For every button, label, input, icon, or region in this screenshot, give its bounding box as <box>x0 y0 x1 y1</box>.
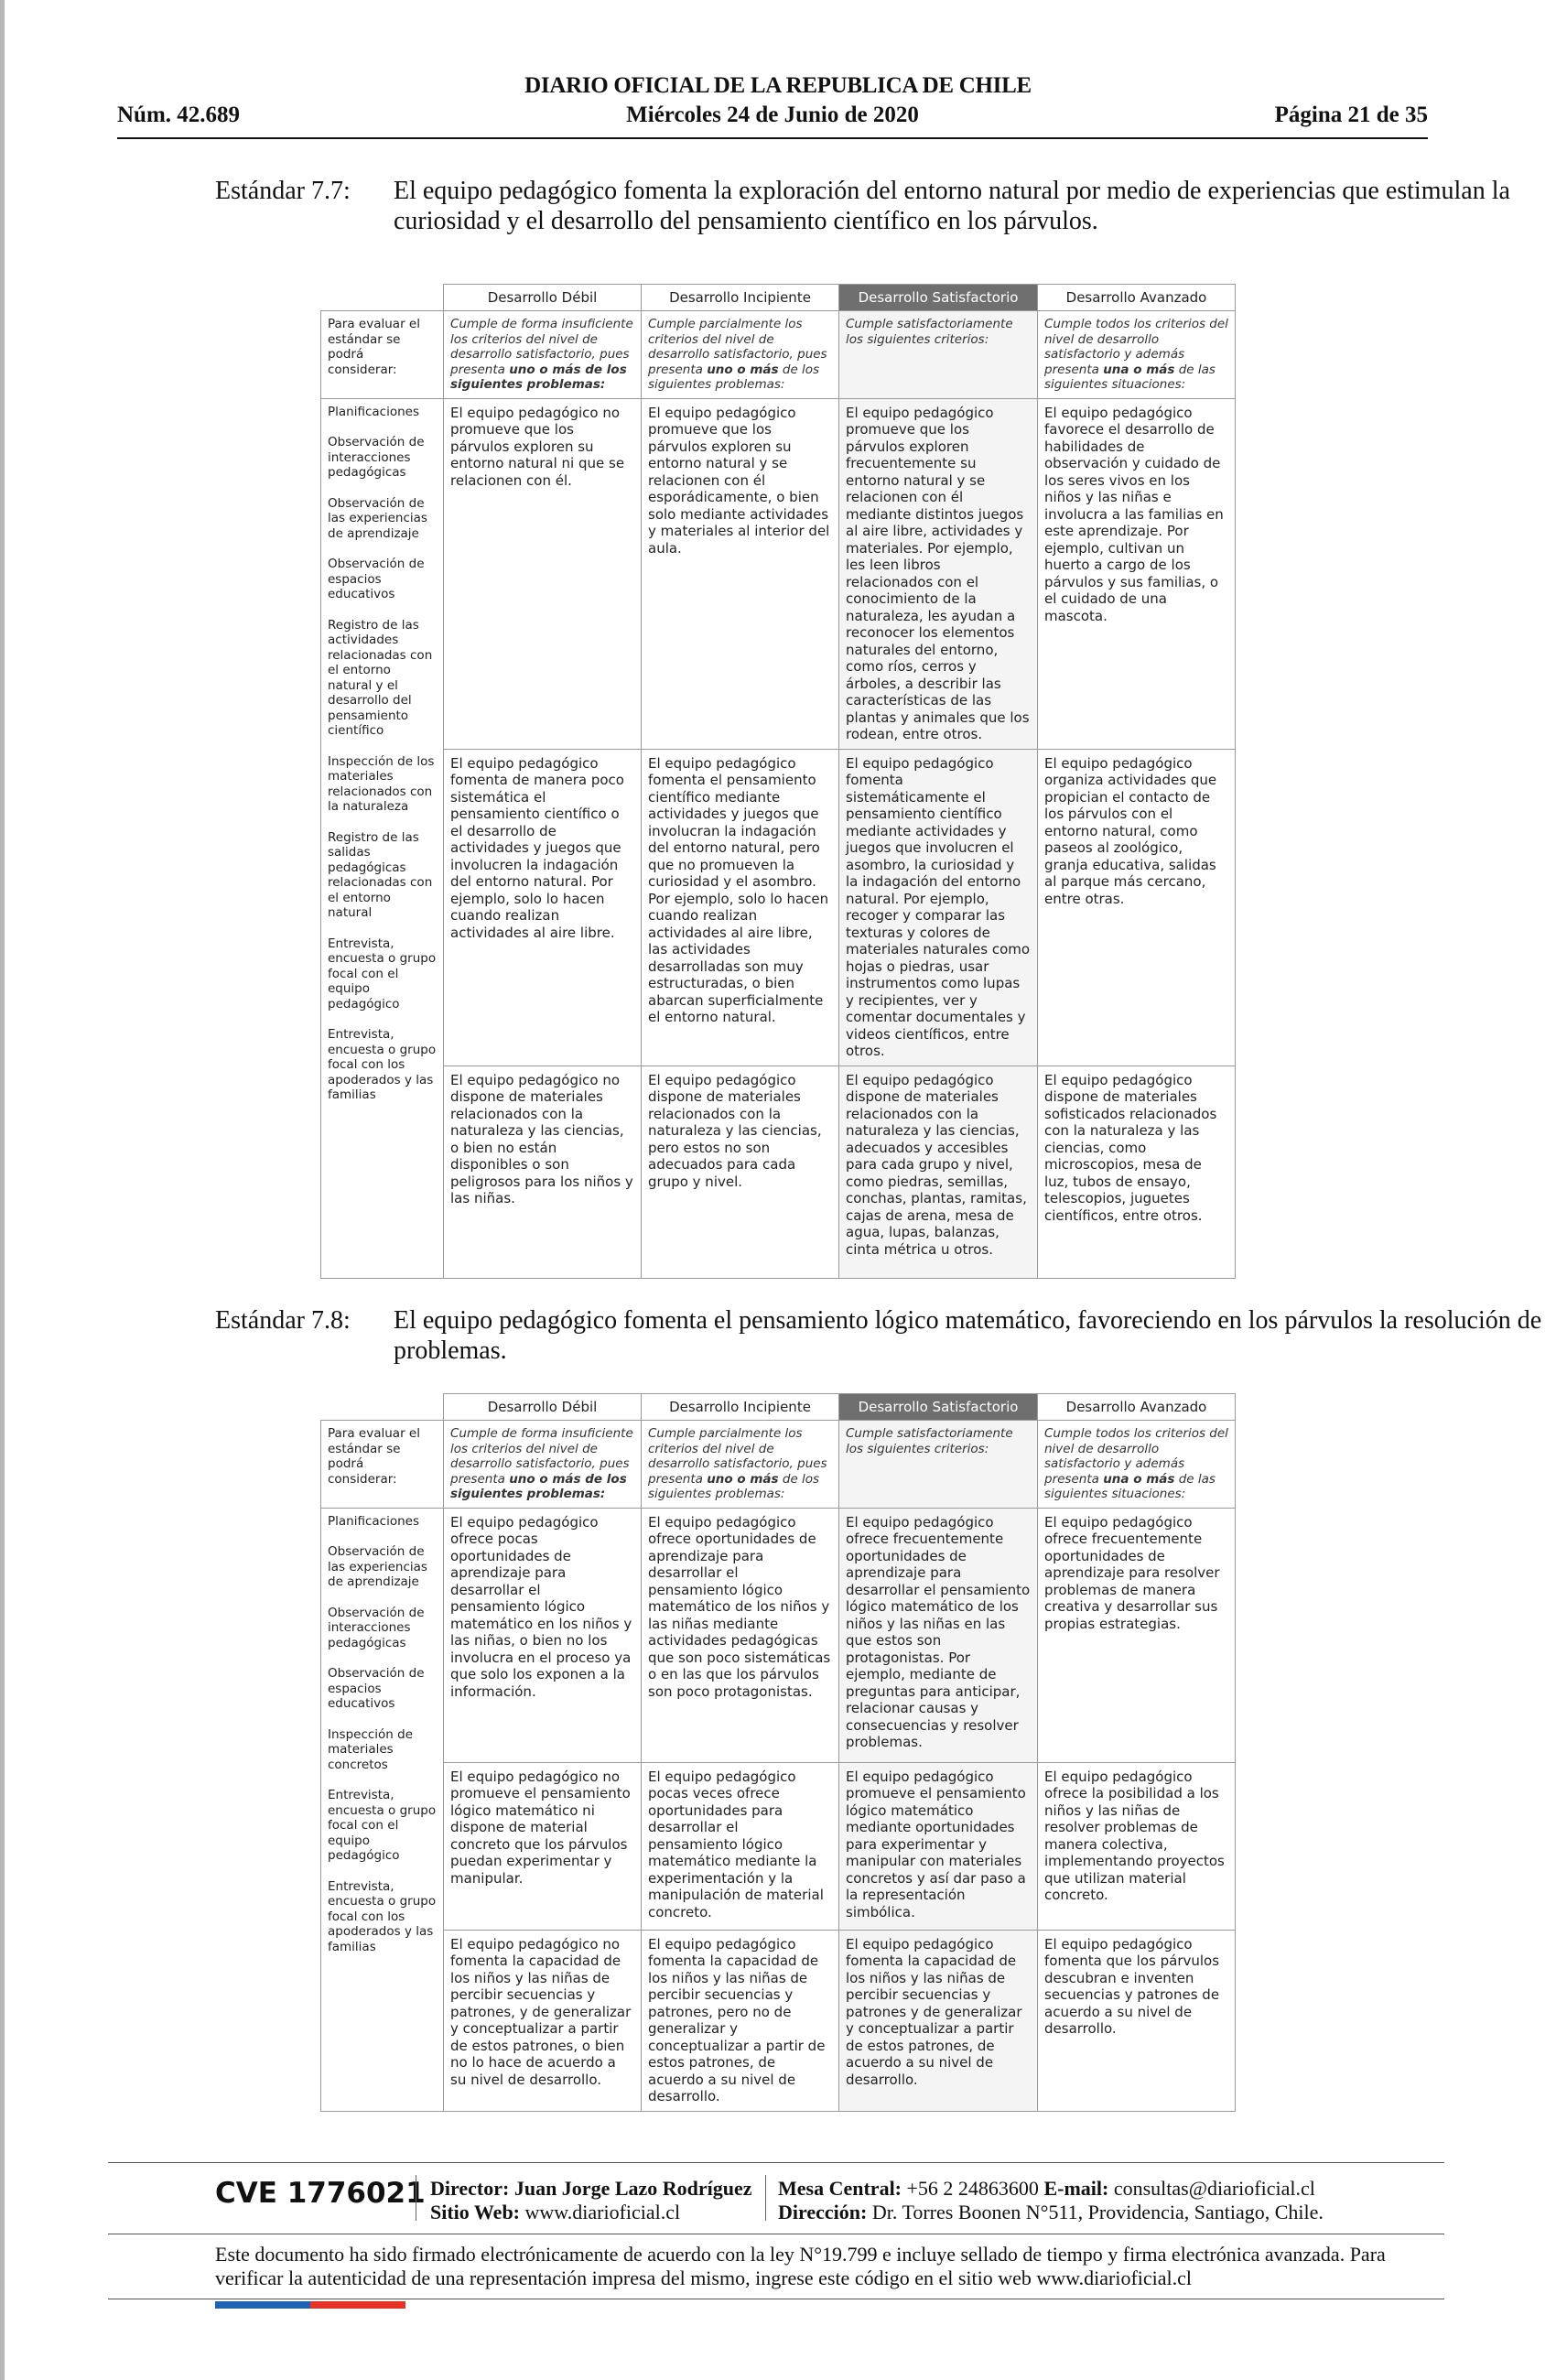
criteria-row <box>321 311 1236 399</box>
level-header: Desarrollo Débil <box>444 1394 642 1421</box>
issue-date: Miércoles 24 de Junio de 2020 <box>626 103 919 127</box>
table-cell: El equipo pedagógico fomenta que los párvulos descubran e inventen secuencias y patrones de acuerdo a su nivel de desarrollo. <box>1038 1930 1236 2111</box>
corner-cell <box>321 1394 444 1421</box>
footer-divider <box>765 2175 766 2221</box>
table-row <box>321 1066 1236 1278</box>
table-cell: El equipo pedagógico fomenta el pensamiento científico mediante actividades y juegos que involucran la indagación del entorno natural, pero que no promueven la curiosidad y el asombro. Por ejemplo, solo lo hacen cuando realizan actividades al aire libre, las actividades desarrolladas son muy estructuradas, o bien abarcan superficialmente el entorno natural. <box>642 749 839 1066</box>
criteria-cell: Cumple todos los criterios del nivel de desarrollo satisfactorio y además presenta una o más de las siguientes situaciones: <box>1038 1421 1236 1509</box>
table-header-row <box>321 1394 1236 1421</box>
website-link[interactable]: www.diarioficial.cl <box>520 2201 681 2223</box>
table-row <box>321 1762 1236 1930</box>
table-cell: El equipo pedagógico dispone de materiales relacionados con la naturaleza y las ciencias, adecuados y accesibles para cada grupo y nivel, como piedras, semillas, conchas, plantas, ramitas, cajas de arena, mesa de agua, lupas, balanzas, cinta métrica u otros. <box>839 1066 1038 1278</box>
table-row <box>321 749 1236 1066</box>
table-cell: El equipo pedagógico pocas veces ofrece oportunidades para desarrollar el pensamiento lógico matemático mediante la experimentación y la manipulación de material concreto. <box>642 1762 839 1930</box>
standard-label: Estándar 7.8: <box>215 1306 351 1335</box>
table-cell: El equipo pedagógico ofrece frecuentemente oportunidades de aprendizaje para desarrollar el pensamiento lógico matemático de los niños y las niñas en las que estos son protagonistas. Por ejemplo, mediante de preguntas para anticipar, relacionar causas y consecuencias y resolver problemas. <box>839 1508 1038 1762</box>
level-header: Desarrollo Débil <box>444 285 642 311</box>
table-header-row <box>321 285 1236 311</box>
table-cell: El equipo pedagógico fomenta de manera poco sistemática el pensamiento científico o el desarrollo de actividades y juegos que involucren la indagación del entorno natural. Por ejemplo, solo lo hacen cuando realizan actividades al aire libre. <box>444 749 642 1066</box>
criteria-cell: Cumple de forma insuficiente los criterios del nivel de desarrollo satisfactorio, pues presenta uno o más de los siguientes problemas: <box>444 1421 642 1509</box>
table-cell: El equipo pedagógico promueve que los párvulos exploren frecuentemente su entorno natural y se relacionen con él mediante distintos juegos al aire libre, actividades y materiales. Por ejemplo, les leen libros relacionados con el conocimiento de la naturaleza, les ayudan a reconocer los elementos naturales del entorno, como ríos, cerros y árboles, a describir las características de las plantas y animales que los rodean, entre otros. <box>839 398 1038 749</box>
footer-director-block: Director: Juan Jorge Lazo Rodríguez Sitio Web: www.diarioficial.cl <box>430 2177 752 2223</box>
criteria-cell: Cumple de forma insuficiente los criterios del nivel de desarrollo satisfactorio, pues presenta uno o más de los siguientes problemas: <box>444 311 642 399</box>
criteria-cell: Cumple todos los criterios del nivel de desarrollo satisfactorio y además presenta una o más de las siguientes situaciones: <box>1038 311 1236 399</box>
table-cell: El equipo pedagógico no fomenta la capacidad de los niños y las niñas de percibir secuencias y patrones, y de generalizar y conceptualizar a partir de estos patrones, o bien no lo hace de acuerdo a su nivel de desarrollo. <box>444 1930 642 2111</box>
level-header-highlighted: Desarrollo Satisfactorio <box>839 285 1038 311</box>
standard-text: El equipo pedagógico fomenta la exploración del entorno natural por medio de experiencias que estimulan la curiosidad y el desarrollo del pensamiento científico en los párvulos. <box>394 177 1510 235</box>
table-cell: El equipo pedagógico ofrece oportunidades de aprendizaje para desarrollar el pensamiento lógico matemático de los niños y las niñas mediante actividades pedagógicas que son poco sistemáticas o en las que los párvulos son poco protagonistas. <box>642 1508 839 1762</box>
cve-code: CVE 1776021 <box>215 2177 426 2210</box>
page-edge <box>0 0 5 2380</box>
criteria-row <box>321 1421 1236 1509</box>
header-row <box>117 103 1428 134</box>
table-cell: El equipo pedagógico dispone de materiales sofisticados relacionados con la naturaleza y las ciencias, como microscopios, mesa de luz, tubos de ensayo, telescopios, juguetes científicos, entre otros. <box>1038 1066 1236 1278</box>
level-header: Desarrollo Incipiente <box>642 1394 839 1421</box>
rubric-table <box>320 1393 1236 2112</box>
level-header: Desarrollo Avanzado <box>1038 285 1236 311</box>
level-header-highlighted: Desarrollo Satisfactorio <box>839 1394 1038 1421</box>
table-cell: El equipo pedagógico favorece el desarrollo de habilidades de observación y cuidado de los seres vivos en los niños y las niñas e involucra a las familias en este aprendizaje. Por ejemplo, cultivan un huerto a cargo de los párvulos y sus familias, o el cuidado de una mascota. <box>1038 398 1236 749</box>
table-cell: El equipo pedagógico organiza actividades que propician el contacto de los párvulos con el entorno natural, como paseos al zoológico, granja educativa, salidas al parque más cercano, entre otras. <box>1038 749 1236 1066</box>
level-header: Desarrollo Incipiente <box>642 285 839 311</box>
table-cell: El equipo pedagógico fomenta la capacidad de los niños y las niñas de percibir secuencias y patrones, pero no de generalizar y conceptualizar a partir de estos patrones, de acuerdo a su nivel de desarrollo. <box>642 1930 839 2111</box>
table-cell: El equipo pedagógico no promueve el pensamiento lógico matemático ni dispone de material concreto que los párvulos puedan experimentar y manipular. <box>444 1762 642 1930</box>
corner-cell <box>321 285 444 311</box>
criteria-cell: Cumple parcialmente los criterios del nivel de desarrollo satisfactorio, pues presenta uno o más de los siguientes problemas: <box>642 311 839 399</box>
level-header: Desarrollo Avanzado <box>1038 1394 1236 1421</box>
table-cell: El equipo pedagógico fomenta sistemáticamente el pensamiento científico mediante actividades y juegos que involucren el asombro, la curiosidad y la indagación del entorno natural. Por ejemplo, recoger y comparar las texturas y colores de materiales naturales como hojas o piedras, usar instrumentos como lupas y recipientes, ver y comentar documentales y videos científicos, entre otros. <box>839 749 1038 1066</box>
criteria-cell: Cumple satisfactoriamente los siguientes criterios: <box>839 1421 1038 1509</box>
table-cell: El equipo pedagógico dispone de materiales relacionados con la naturaleza y las ciencias, pero estos no son adecuados para cada grupo y nivel. <box>642 1066 839 1278</box>
footer-rule <box>108 2162 1444 2163</box>
evaluation-label: Para evaluar el estándar se podrá considerar: <box>321 1421 444 1509</box>
evidence-sources: Planificaciones Observación de interacciones pedagógicas Observación de las experiencias de aprendizaje Observación de espacios educativos Registro de las actividades relacionadas con el entorno natural y el desarrollo del pensamiento científico Inspección de los materiales relacionados con la naturaleza Registro de las salidas pedagógicas relacionadas con el entorno natural Entrevista, encuesta o grupo focal con el equipo pedagógico Entrevista, encuesta o grupo focal con los apoderados y las familias <box>321 398 444 1278</box>
evidence-sources: Planificaciones Observación de las experiencias de aprendizaje Observación de interacciones pedagógicas Observación de espacios educativos Inspección de materiales concretos Entrevista, encuesta o grupo focal con el equipo pedagógico Entrevista, encuesta o grupo focal con los apoderados y las familias <box>321 1508 444 2111</box>
page-number: Página 21 de 35 <box>1274 103 1428 127</box>
table-cell: El equipo pedagógico ofrece frecuentemente oportunidades de aprendizaje para resolver problemas de manera creativa y desarrollar sus propias estrategias. <box>1038 1508 1236 1762</box>
table-cell: El equipo pedagógico ofrece pocas oportunidades de aprendizaje para desarrollar el pensamiento lógico matemático en los niños y las niñas, o bien no los involucra en el proceso ya que solo los exponen a la información. <box>444 1508 642 1762</box>
table-row <box>321 1508 1236 1762</box>
table-cell: El equipo pedagógico no promueve que los párvulos exploren su entorno natural ni que se relacionen con él. <box>444 398 642 749</box>
table-cell: El equipo pedagógico promueve el pensamiento lógico matemático mediante oportunidades para experimentar y manipular con materiales concretos y así dar paso a la representación simbólica. <box>839 1762 1038 1930</box>
issue-number: Núm. 42.689 <box>117 103 241 127</box>
newspaper-title: DIARIO OFICIAL DE LA REPUBLICA DE CHILE <box>524 73 1032 98</box>
table-row <box>321 398 1236 749</box>
flag-stripe-red <box>310 2301 405 2309</box>
email-link[interactable]: consultas@diarioficial.cl <box>1108 2177 1315 2200</box>
criteria-cell: Cumple parcialmente los criterios del nivel de desarrollo satisfactorio, pues presenta uno o más de los siguientes problemas: <box>642 1421 839 1509</box>
table-cell: El equipo pedagógico no dispone de materiales relacionados con la naturaleza y las ciencias, o bien no están disponibles o son peligrosos para los niños y las niñas. <box>444 1066 642 1278</box>
table-cell: El equipo pedagógico fomenta la capacidad de los niños y las niñas de percibir secuencias y patrones y de generalizar y conceptualizar a partir de estos patrones, de acuerdo a su nivel de desarrollo. <box>839 1930 1038 2111</box>
signature-notice: Este documento ha sido firmado electrónicamente de acuerdo con la ley N°19.799 e incluye sellado de tiempo y firma electrónica avanzada. Para verificar la autenticidad de una representación impresa del mismo, ingrese este código en el sitio web www.diarioficial.cl <box>215 2243 1386 2289</box>
standard-text: El equipo pedagógico fomenta el pensamiento lógico matemático, favoreciendo en los párvulos la resolución de problemas. <box>394 1306 1542 1365</box>
table-cell: El equipo pedagógico promueve que los párvulos exploren su entorno natural y se relacionen con él esporádicamente, o bien solo mediante actividades y materiales al interior del aula. <box>642 398 839 749</box>
footer-contact-block: Mesa Central: +56 2 24863600 E-mail: consultas@diarioficial.cl Dirección: Dr. Torres Boonen N°511, Providencia, Santiago, Chile. <box>778 2177 1324 2223</box>
header-rule <box>117 137 1428 139</box>
table-cell: El equipo pedagógico ofrece la posibilidad a los niños y las niñas de resolver problemas de manera colectiva, implementando proyectos que utilizan material concreto. <box>1038 1762 1236 1930</box>
table-row <box>321 1930 1236 2111</box>
rubric-table <box>320 284 1236 1279</box>
evaluation-label: Para evaluar el estándar se podrá considerar: <box>321 311 444 399</box>
standard-label: Estándar 7.7: <box>215 177 351 205</box>
flag-stripe-blue <box>215 2301 310 2309</box>
criteria-cell: Cumple satisfactoriamente los siguientes criterios: <box>839 311 1038 399</box>
